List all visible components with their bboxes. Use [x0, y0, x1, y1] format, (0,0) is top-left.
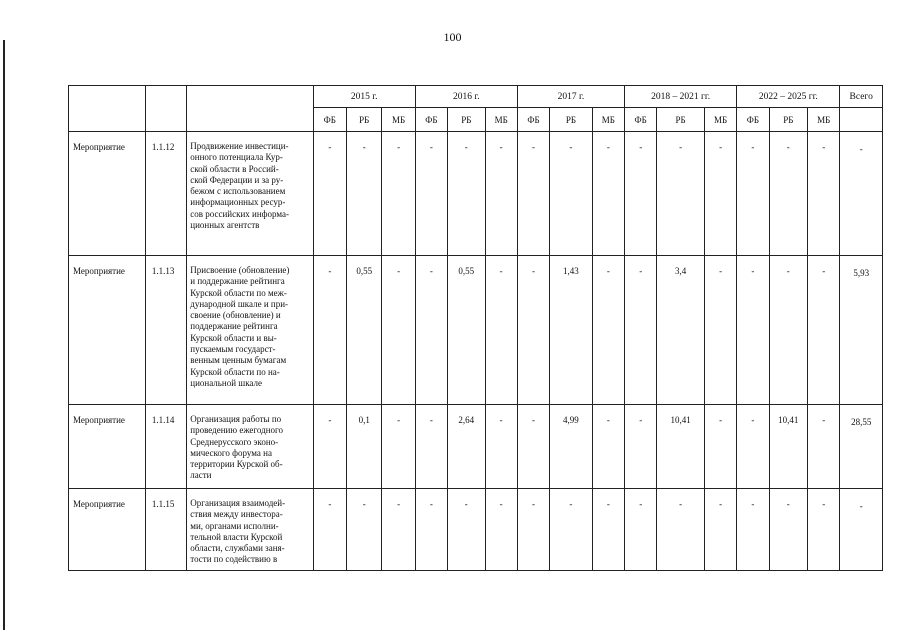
- subheader-rb-0: РБ: [347, 108, 382, 132]
- value-cell: 0,55: [347, 256, 382, 405]
- value-cell: -: [808, 132, 840, 256]
- subheader-mb-2: МБ: [592, 108, 624, 132]
- value-cell: -: [517, 405, 549, 489]
- subheader-rb-4: РБ: [769, 108, 807, 132]
- row-code: 1.1.13: [145, 256, 186, 405]
- header-type-blank: [69, 86, 146, 132]
- value-cell: -: [347, 132, 382, 256]
- value-cell: -: [592, 489, 624, 571]
- value-cell: -: [382, 256, 415, 405]
- value-cell: 10,41: [657, 405, 705, 489]
- value-cell: -: [737, 132, 769, 256]
- description-line: пускаемым государст-: [190, 344, 276, 355]
- value-cell: -: [313, 256, 346, 405]
- value-cell: -: [592, 256, 624, 405]
- page-number: 100: [443, 30, 462, 44]
- left-margin-rule: [3, 40, 5, 630]
- value-cell: -: [415, 256, 447, 405]
- value-cell: -: [382, 132, 415, 256]
- description-line: ласти: [190, 470, 212, 481]
- subheader-mb-3: МБ: [704, 108, 736, 132]
- row-description: [187, 256, 313, 405]
- value-cell: -: [485, 489, 517, 571]
- subheader-total-blank: [840, 108, 883, 132]
- description-line: циональной шкале: [190, 377, 262, 388]
- value-cell: -: [550, 489, 592, 571]
- value-cell: -: [808, 489, 840, 571]
- description-line: ской Федерации и за ру-: [190, 174, 284, 185]
- description-line: Организация взаимодей-: [190, 498, 286, 508]
- value-cell: -: [592, 132, 624, 256]
- value-cell: 1,43: [550, 256, 592, 405]
- value-cell: -: [704, 256, 736, 405]
- value-cell: 4,99: [550, 405, 592, 489]
- table-row: [69, 256, 883, 405]
- value-cell: -: [517, 489, 549, 571]
- value-cell: -: [737, 489, 769, 571]
- value-cell: -: [625, 405, 657, 489]
- description-line: Курской области по на-: [190, 366, 280, 377]
- row-type: Мероприятие: [69, 132, 146, 256]
- value-cell: -: [517, 132, 549, 256]
- header-total: Всего: [840, 86, 883, 108]
- description-line: мического форума на: [190, 447, 272, 458]
- value-cell: -: [313, 405, 346, 489]
- subheader-mb-4: МБ: [808, 108, 840, 132]
- value-cell: -: [704, 405, 736, 489]
- value-cell: -: [769, 489, 807, 571]
- description-line: Курской области по меж-: [190, 287, 287, 298]
- value-cell: -: [382, 405, 415, 489]
- row-total: 5,93: [840, 256, 883, 405]
- value-cell: -: [485, 132, 517, 256]
- description-line: и поддержание рейтинга: [190, 276, 285, 287]
- description-line: сов российских информа-: [190, 208, 289, 219]
- description-line: своение (обновление) и: [190, 310, 281, 321]
- value-cell: -: [448, 489, 485, 571]
- header-year-2016: 2016 г.: [415, 86, 517, 108]
- header-years-2018-2021: 2018 – 2021 гг.: [625, 86, 737, 108]
- subheader-rb-1: РБ: [448, 108, 485, 132]
- row-description: [187, 132, 313, 256]
- value-cell: -: [347, 489, 382, 571]
- description-line: онного потенциала Кур-: [190, 152, 283, 163]
- row-type: Мероприятие: [69, 405, 146, 489]
- value-cell: -: [313, 489, 346, 571]
- description-line: ми, органами исполни-: [190, 520, 279, 531]
- subheader-rb-2: РБ: [550, 108, 592, 132]
- row-total: -: [840, 132, 883, 256]
- value-cell: -: [808, 256, 840, 405]
- value-cell: 10,41: [769, 405, 807, 489]
- subheader-fb-2: ФБ: [517, 108, 549, 132]
- value-cell: -: [625, 256, 657, 405]
- value-cell: -: [592, 405, 624, 489]
- value-cell: -: [704, 132, 736, 256]
- table-row: [69, 489, 883, 571]
- description-line: Продвижение инвестици-: [190, 141, 289, 151]
- subheader-fb-1: ФБ: [415, 108, 447, 132]
- description-line: Организация работы по: [190, 414, 282, 424]
- description-line: Среднерусского эконо-: [190, 436, 279, 447]
- row-total: 28,55: [840, 405, 883, 489]
- value-cell: -: [485, 256, 517, 405]
- description-line: Присвоение (обновление): [190, 265, 290, 275]
- description-line: территории Курской об-: [190, 459, 283, 470]
- value-cell: -: [313, 132, 346, 256]
- value-cell: -: [769, 256, 807, 405]
- subheader-mb-0: МБ: [382, 108, 415, 132]
- value-cell: -: [415, 132, 447, 256]
- value-cell: -: [657, 489, 705, 571]
- value-cell: -: [625, 132, 657, 256]
- subheader-fb-4: ФБ: [737, 108, 769, 132]
- header-desc-blank: [187, 86, 313, 132]
- value-cell: -: [415, 489, 447, 571]
- value-cell: -: [550, 132, 592, 256]
- value-cell: -: [415, 405, 447, 489]
- row-description: [187, 405, 313, 489]
- description-line: информационных ресур-: [190, 197, 286, 208]
- subheader-mb-1: МБ: [485, 108, 517, 132]
- value-cell: -: [808, 405, 840, 489]
- value-cell: -: [657, 132, 705, 256]
- description-line: венным ценным бумагам: [190, 355, 287, 366]
- description-line: Курской области и вы-: [190, 332, 277, 343]
- row-code: 1.1.15: [145, 489, 186, 571]
- value-cell: 2,64: [448, 405, 485, 489]
- row-description: [187, 489, 313, 571]
- budget-table: [68, 85, 883, 571]
- row-code: 1.1.12: [145, 132, 186, 256]
- subheader-rb-3: РБ: [657, 108, 705, 132]
- header-year-2015: 2015 г.: [313, 86, 415, 108]
- description-line: дународной шкале и при-: [190, 298, 289, 309]
- value-cell: -: [517, 256, 549, 405]
- value-cell: -: [382, 489, 415, 571]
- table-row: [69, 405, 883, 489]
- description-line: ской области в Россий-: [190, 163, 279, 174]
- description-line: ционных агентств: [190, 220, 260, 231]
- value-cell: -: [737, 256, 769, 405]
- value-cell: -: [485, 405, 517, 489]
- subheader-fb-0: ФБ: [313, 108, 346, 132]
- value-cell: -: [448, 132, 485, 256]
- description-line: ствия между инвестора-: [190, 509, 283, 520]
- value-cell: -: [737, 405, 769, 489]
- row-type: Мероприятие: [69, 256, 146, 405]
- header-years-2022-2025: 2022 – 2025 гг.: [737, 86, 840, 108]
- description-line: области, службами заня-: [190, 543, 285, 554]
- description-line: проведению ежегодного: [190, 425, 283, 436]
- value-cell: -: [769, 132, 807, 256]
- value-cell: 3,4: [657, 256, 705, 405]
- value-cell: 0,55: [448, 256, 485, 405]
- value-cell: -: [704, 489, 736, 571]
- header-year-2017: 2017 г.: [517, 86, 624, 108]
- table-body: [69, 132, 883, 571]
- header-code-blank: [145, 86, 186, 132]
- description-line: бежом с использованием: [190, 186, 286, 197]
- subheader-fb-3: ФБ: [625, 108, 657, 132]
- description-line: поддержание рейтинга: [190, 321, 278, 332]
- table-row: [69, 132, 883, 256]
- row-total: -: [840, 489, 883, 571]
- row-code: 1.1.14: [145, 405, 186, 489]
- value-cell: 0,1: [347, 405, 382, 489]
- description-line: тости по содействию в: [190, 554, 278, 565]
- value-cell: -: [625, 489, 657, 571]
- row-type: Мероприятие: [69, 489, 146, 571]
- table-header: [69, 86, 883, 132]
- description-line: тельной власти Курской: [190, 531, 283, 542]
